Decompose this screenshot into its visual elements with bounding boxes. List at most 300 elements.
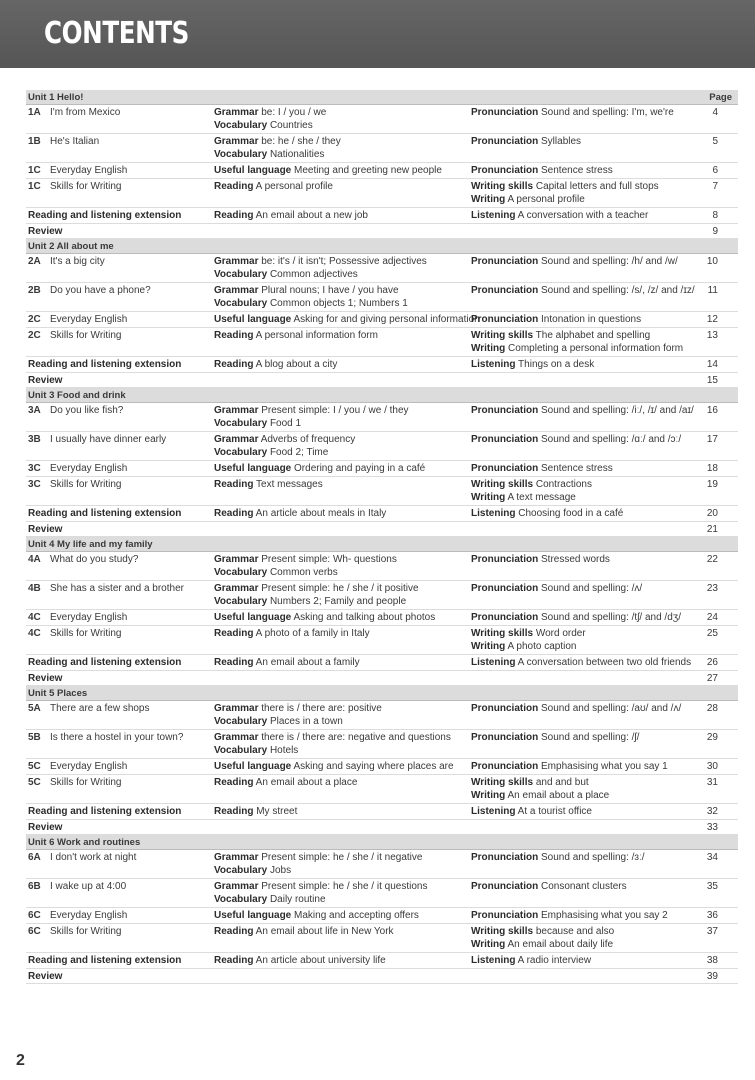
lesson-row [26,163,738,179]
skills-cell [471,553,610,566]
entry-text: Sound and spelling: /s/, /z/ and /ɪz/ [538,285,695,296]
skills-cell [471,702,681,715]
page-ref: 8 [712,210,718,221]
section-title: Review [28,524,63,535]
lesson-row [26,283,738,312]
page-ref: 38 [706,955,718,966]
lesson-row [26,759,738,775]
section-title: Review [28,971,63,982]
entry-label: Useful language [214,761,292,772]
grammar-vocab-cell [214,760,454,773]
grammar-vocab-cell [214,478,323,491]
page-column-header: Page [709,92,732,103]
entry-label: Listening [471,955,516,966]
lesson-row [26,626,738,655]
entry-text: Intonation in questions [538,314,642,325]
entry-text: Common adjectives [267,269,358,280]
entry-label: Reading [214,777,254,788]
entry-label: Listening [471,359,516,370]
entry-label: Useful language [214,612,292,623]
page-ref: 4 [712,107,718,118]
entry-line [471,880,627,893]
extension-row [26,804,738,820]
lesson-code: 4A [28,554,41,565]
entry-text: Nationalities [267,149,325,160]
section-title: Reading and listening extension [28,657,182,668]
lesson-code: 4B [28,583,41,594]
lesson-row [26,105,738,134]
lesson-title: Skills for Writing [50,479,122,490]
entry-text: A personal profile [253,181,333,192]
entry-label: Pronunciation [471,703,539,714]
entry-line [471,462,613,475]
skills-cell [471,209,648,222]
entry-label: Pronunciation [471,852,539,863]
entry-line [471,851,645,864]
lesson-row [26,403,738,432]
entry-label: Reading [214,926,254,937]
entry-line [214,760,454,773]
entry-line [471,776,609,789]
entry-label: Vocabulary [214,120,268,131]
section-title: Reading and listening extension [28,210,182,221]
unit-header [26,239,738,254]
entry-label: Grammar [214,107,259,118]
grammar-vocab-cell [214,954,386,967]
entry-label: Writing skills [471,479,534,490]
lesson-title: Everyday English [50,314,128,325]
lesson-code: 6C [28,910,41,921]
lesson-title: Skills for Writing [50,926,122,937]
entry-label: Reading [214,955,254,966]
unit-header [26,537,738,552]
entry-text: Sentence stress [538,463,613,474]
lesson-row [26,328,738,357]
lesson-row [26,552,738,581]
entry-label: Grammar [214,256,259,267]
entry-text: Sound and spelling: /ʃ/ [538,732,640,743]
entry-line [214,329,378,342]
lesson-code: 6A [28,852,41,863]
grammar-vocab-cell [214,284,408,310]
entry-text: Syllables [538,136,582,147]
lesson-title: I wake up at 4:00 [50,881,127,892]
entry-label: Writing [471,194,506,205]
entry-label: Listening [471,210,516,221]
entry-text: Ordering and paying in a café [291,463,426,474]
entry-label: Reading [214,330,254,341]
entry-line [214,268,427,281]
skills-cell [471,106,674,119]
entry-label: Pronunciation [471,405,539,416]
entry-line [214,462,425,475]
grammar-vocab-cell [214,164,442,177]
lesson-title: Skills for Writing [50,777,122,788]
entry-label: Listening [471,806,516,817]
entry-label: Vocabulary [214,567,268,578]
entry-text: because and also [533,926,615,937]
lesson-title: It's a big city [50,256,105,267]
lesson-row [26,461,738,477]
entry-label: Useful language [214,165,292,176]
skills-cell [471,313,641,326]
entry-label: Vocabulary [214,894,268,905]
entry-label: Writing skills [471,628,534,639]
unit-header [26,90,738,105]
entry-label: Reading [214,508,254,519]
entry-label: Vocabulary [214,865,268,876]
page-ref: 22 [706,554,718,565]
entry-text: An email about a place [505,790,610,801]
entry-line [214,880,427,893]
entry-line [471,553,610,566]
lesson-row [26,610,738,626]
skills-cell [471,255,678,268]
skills-cell [471,404,694,417]
section-title: Review [28,822,63,833]
entry-text: A personal information form [253,330,378,341]
entry-label: Writing [471,939,506,950]
lesson-code: 3C [28,463,41,474]
extension-row [26,208,738,224]
lesson-row [26,254,738,283]
entry-line [471,106,674,119]
unit-title: Unit 5 Places [28,688,88,699]
skills-cell [471,627,586,653]
entry-line [214,925,394,938]
skills-cell [471,760,668,773]
grammar-vocab-cell [214,702,382,728]
skills-cell [471,582,642,595]
entry-line [214,119,326,132]
entry-line [471,925,614,938]
review-row [26,671,738,686]
entry-line [471,478,592,491]
lesson-code: 5A [28,703,41,714]
entry-text: Sound and spelling: /ɑː/ and /ɔː/ [538,434,682,445]
contents-header [0,0,755,68]
entry-line [214,656,360,669]
grammar-vocab-cell [214,925,394,938]
entry-text: An email about life in New York [253,926,394,937]
review-row [26,373,738,388]
page-ref: 19 [706,479,718,490]
review-row [26,820,738,835]
entry-line [471,954,591,967]
lesson-code: 2C [28,314,41,325]
entry-text: Countries [267,120,313,131]
lesson-code: 5C [28,777,41,788]
lesson-title: He's Italian [50,136,100,147]
lesson-code: 5B [28,732,41,743]
entry-text: Text messages [253,479,323,490]
grammar-vocab-cell [214,909,419,922]
page-ref: 28 [706,703,718,714]
entry-label: Reading [214,479,254,490]
skills-cell [471,329,683,355]
entry-text: My street [253,806,298,817]
entry-line [214,433,355,446]
entry-line [471,329,683,342]
skills-cell [471,656,691,669]
entry-label: Pronunciation [471,107,539,118]
page-number: 2 [16,1052,25,1069]
lesson-code: 2B [28,285,41,296]
lesson-code: 1C [28,165,41,176]
lesson-title: Everyday English [50,761,128,772]
entry-line [214,864,422,877]
entry-label: Pronunciation [471,463,539,474]
skills-cell [471,358,594,371]
entry-label: Reading [214,210,254,221]
entry-line [471,491,592,504]
entry-label: Vocabulary [214,269,268,280]
grammar-vocab-cell [214,851,422,877]
entry-line [471,611,681,624]
grammar-vocab-cell [214,462,425,475]
entry-label: Grammar [214,852,259,863]
entry-label: Grammar [214,703,259,714]
entry-label: Grammar [214,881,259,892]
entry-line [214,106,326,119]
entry-line [471,789,609,802]
entry-text: Word order [533,628,586,639]
entry-line [214,553,397,566]
lesson-title: What do you study? [50,554,139,565]
entry-line [214,776,357,789]
grammar-vocab-cell [214,313,480,326]
section-title: Reading and listening extension [28,508,182,519]
page-ref: 14 [706,359,718,370]
section-title: Review [28,375,63,386]
entry-line [471,358,594,371]
entry-label: Vocabulary [214,596,268,607]
entry-line [214,744,451,757]
entry-line [214,702,382,715]
page-ref: 13 [706,330,718,341]
entry-text: Stressed words [538,554,610,565]
skills-cell [471,880,627,893]
entry-line [214,209,368,222]
page-ref: 35 [706,881,718,892]
entry-label: Writing skills [471,330,534,341]
skills-cell [471,611,681,624]
section-title: Reading and listening extension [28,955,182,966]
entry-line [471,805,592,818]
entry-label: Pronunciation [471,434,539,445]
entry-line [214,148,341,161]
lesson-row [26,432,738,461]
grammar-vocab-cell [214,656,360,669]
entry-label: Grammar [214,136,259,147]
entry-line [471,313,641,326]
entry-label: Grammar [214,285,259,296]
entry-text: An article about meals in Italy [253,508,387,519]
skills-cell [471,164,613,177]
section-title: Review [28,673,63,684]
entry-line [471,909,668,922]
entry-label: Vocabulary [214,447,268,458]
skills-cell [471,851,645,864]
entry-text: An email about daily life [505,939,614,950]
entry-text: Asking for and giving personal information [291,314,480,325]
unit-title: Unit 2 All about me [28,241,114,252]
section-title: Reading and listening extension [28,359,182,370]
entry-text: Emphasising what you say 1 [538,761,668,772]
lesson-row [26,775,738,804]
page-ref: 32 [706,806,718,817]
review-row [26,522,738,537]
lesson-code: 3B [28,434,41,445]
section-title: Reading and listening extension [28,806,182,817]
entry-line [214,255,427,268]
extension-row [26,953,738,969]
lesson-row [26,850,738,879]
entry-line [214,180,333,193]
entry-text: Sentence stress [538,165,613,176]
entry-label: Pronunciation [471,165,539,176]
lesson-code: 3A [28,405,41,416]
entry-label: Pronunciation [471,314,539,325]
entry-line [471,731,639,744]
entry-text: Asking and saying where places are [291,761,454,772]
review-row [26,224,738,239]
entry-line [214,611,435,624]
skills-cell [471,135,581,148]
lesson-title: Do you have a phone? [50,285,151,296]
entry-line [471,640,586,653]
lesson-title: I don't work at night [50,852,137,863]
lesson-row [26,730,738,759]
entry-text: At a tourist office [515,806,592,817]
entry-text: there is / there are: negative and questions [258,732,451,743]
page-ref: 11 [707,285,718,296]
lesson-title: Skills for Writing [50,330,122,341]
entry-text: A conversation with a teacher [515,210,649,221]
entry-label: Writing [471,343,506,354]
entry-label: Writing skills [471,777,534,788]
entry-text: Food 2; Time [267,447,329,458]
section-title: Review [28,226,63,237]
lesson-title: Do you like fish? [50,405,124,416]
grammar-vocab-cell [214,433,355,459]
entry-text: Completing a personal information form [505,343,684,354]
entry-label: Pronunciation [471,285,539,296]
page-ref: 37 [706,926,718,937]
entry-line [471,135,581,148]
skills-cell [471,284,695,297]
entry-text: be: I / you / we [258,107,327,118]
entry-text: Adverbs of frequency [258,434,356,445]
page-ref: 29 [706,732,718,743]
entry-line [214,893,427,906]
entry-label: Pronunciation [471,554,539,565]
entry-label: Pronunciation [471,881,539,892]
lesson-code: 6C [28,926,41,937]
lesson-title: Everyday English [50,612,128,623]
grammar-vocab-cell [214,358,337,371]
page-ref: 9 [712,226,718,237]
entry-label: Useful language [214,463,292,474]
entry-text: The alphabet and spelling [533,330,651,341]
lesson-title: Is there a hostel in your town? [50,732,184,743]
entry-text: A conversation between two old friends [515,657,692,668]
entry-line [214,478,323,491]
skills-cell [471,478,592,504]
entry-label: Reading [214,806,254,817]
lesson-row [26,312,738,328]
entry-label: Vocabulary [214,298,268,309]
entry-line [471,164,613,177]
entry-label: Pronunciation [471,910,539,921]
entry-label: Grammar [214,732,259,743]
skills-cell [471,507,623,520]
entry-text: A radio interview [515,955,592,966]
contents-table [26,90,738,984]
grammar-vocab-cell [214,776,357,789]
entry-text: Consonant clusters [538,881,627,892]
lesson-code: 4C [28,628,41,639]
entry-line [471,656,691,669]
grammar-vocab-cell [214,731,451,757]
grammar-vocab-cell [214,329,378,342]
unit-title: Unit 4 My life and my family [28,539,153,550]
extension-row [26,655,738,671]
entry-label: Writing skills [471,181,534,192]
entry-text: A text message [505,492,576,503]
entry-label: Listening [471,508,516,519]
lesson-title: Everyday English [50,165,128,176]
page-ref: 10 [706,256,718,267]
entry-line [214,297,408,310]
page-ref: 30 [706,761,718,772]
entry-line [214,313,480,326]
entry-text: Sound and spelling: /ʌ/ [538,583,643,594]
skills-cell [471,805,592,818]
entry-text: be: he / she / they [258,136,341,147]
entry-text: An email about a place [253,777,358,788]
grammar-vocab-cell [214,255,427,281]
entry-text: and and but [533,777,589,788]
page-ref: 24 [706,612,718,623]
entry-line [214,507,386,520]
entry-label: Writing [471,492,506,503]
entry-text: Common objects 1; Numbers 1 [267,298,408,309]
entry-label: Writing [471,790,506,801]
entry-line [471,180,659,193]
entry-label: Reading [214,628,254,639]
page-ref: 12 [706,314,718,325]
entry-line [471,582,642,595]
entry-label: Vocabulary [214,418,268,429]
entry-text: Present simple: he / she / it negative [258,852,423,863]
entry-line [471,255,678,268]
entry-line [471,760,668,773]
grammar-vocab-cell [214,180,333,193]
entry-label: Listening [471,657,516,668]
extension-row [26,357,738,373]
page-ref: 34 [706,852,718,863]
lesson-row [26,179,738,208]
entry-text: A personal profile [505,194,585,205]
entry-label: Useful language [214,314,292,325]
entry-label: Vocabulary [214,745,268,756]
skills-cell [471,462,613,475]
page-ref: 17 [706,434,718,445]
page-ref: 16 [706,405,718,416]
entry-text: there is / there are: positive [258,703,382,714]
entry-label: Writing skills [471,926,534,937]
